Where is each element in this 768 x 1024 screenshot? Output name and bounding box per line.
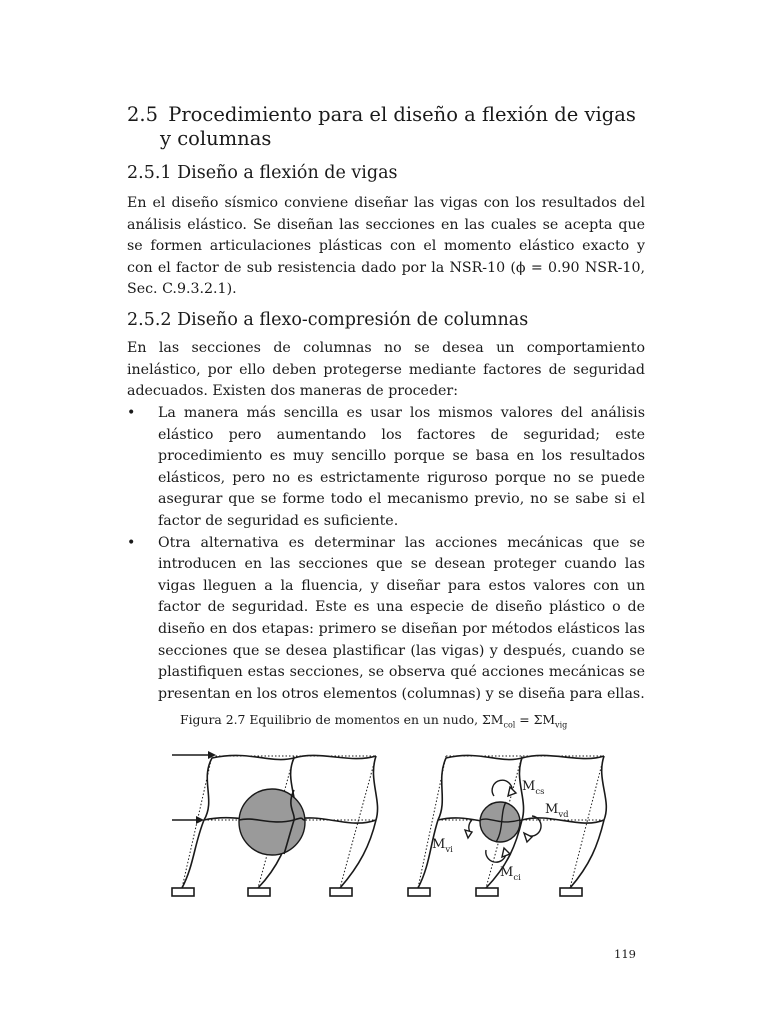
bullet-symbol: •	[127, 405, 136, 421]
subsection-1-heading: 2.5.1 Diseño a flexión de vigas	[127, 163, 398, 183]
caption-prefix: Figura 2.7 Equilibrio de momentos en un nudo, ΣM	[180, 712, 504, 727]
bullet-text-1: La manera más sencilla es usar los mismos valores del análisis elástico pero aumentando los factores de seguridad; este procedimiento es muy sencillo porque se basa en los resultados elásticos, pero no es estrictamente riguroso porque no se puede asegurar que se forme todo el mecanismo previo, no se sabe si el factor de seguridad es suficiente.	[158, 405, 645, 529]
section-title-line2: y columnas	[160, 127, 272, 150]
caption-sub-col: col	[503, 720, 516, 730]
label-mcs: $M_{cs}$	[522, 779, 545, 797]
section-heading	[127, 103, 647, 151]
left-support-2	[248, 888, 270, 896]
frame-moment-figure	[160, 740, 620, 910]
subsection-2-heading: 2.5.2 Diseño a flexo-compresión de columnas	[127, 310, 529, 330]
right-support-1	[408, 888, 430, 896]
caption-sub-vig: vig	[555, 720, 568, 730]
left-support-3	[330, 888, 352, 896]
subsection-2-paragraph: En las secciones de columnas no se desea un comportamiento inelástico, por ello deben protegerse mediante factores de seguridad adecuados. Existen dos maneras de proceder:	[127, 340, 645, 400]
bullet-item-1	[127, 403, 645, 533]
figure-caption	[180, 711, 640, 734]
bullet-text-2: Otra alternativa es determinar las acciones mecánicas que se introducen en las secciones que se desean proteger cuando las vigas lleguen a la fluencia, y diseñar para estos valores con un factor de seguridad. Este es una especie de diseño plástico o de diseño en dos etapas: primero se diseñan por métodos elásticos las secciones que se desea plastificar (las vigas) y después, cuando se plastifiquen estas secciones, se observa qué acciones mecánicas se presentan en los otros elementos (columnas) y se diseña para ellas.	[158, 534, 645, 702]
label-mvi: $M_{vi}$	[432, 837, 453, 855]
load-arrow-top	[172, 751, 216, 759]
caption-mid: = ΣM	[515, 712, 556, 727]
label-mvd: $M_{vd}$	[545, 802, 569, 820]
bullet-list	[127, 403, 645, 705]
label-mci: $M_{ci}$	[500, 865, 521, 883]
page-number: 119	[614, 947, 636, 961]
bullet-symbol: •	[127, 534, 136, 551]
right-support-2	[476, 888, 498, 896]
bullet-item-2	[127, 533, 645, 706]
moment-arrow-mvi-icon	[469, 820, 472, 832]
section-title-line1: Procedimiento para el diseño a flexión de vigas	[168, 103, 636, 126]
section-number: 2.5	[127, 103, 159, 126]
load-arrow-mid	[172, 816, 204, 824]
subsection-1-paragraph: En el diseño sísmico conviene diseñar las vigas con los resultados del análisis elástico. Se diseñan las secciones en las cuales se acepta que se formen articulaciones plásticas con el momento elástico exacto y con el factor de sub resistencia dado por la NSR-10 (ϕ = 0.90 NSR-10, Sec. C.9.3.2.1).	[127, 195, 645, 298]
left-support-1	[172, 888, 194, 896]
right-support-3	[560, 888, 582, 896]
